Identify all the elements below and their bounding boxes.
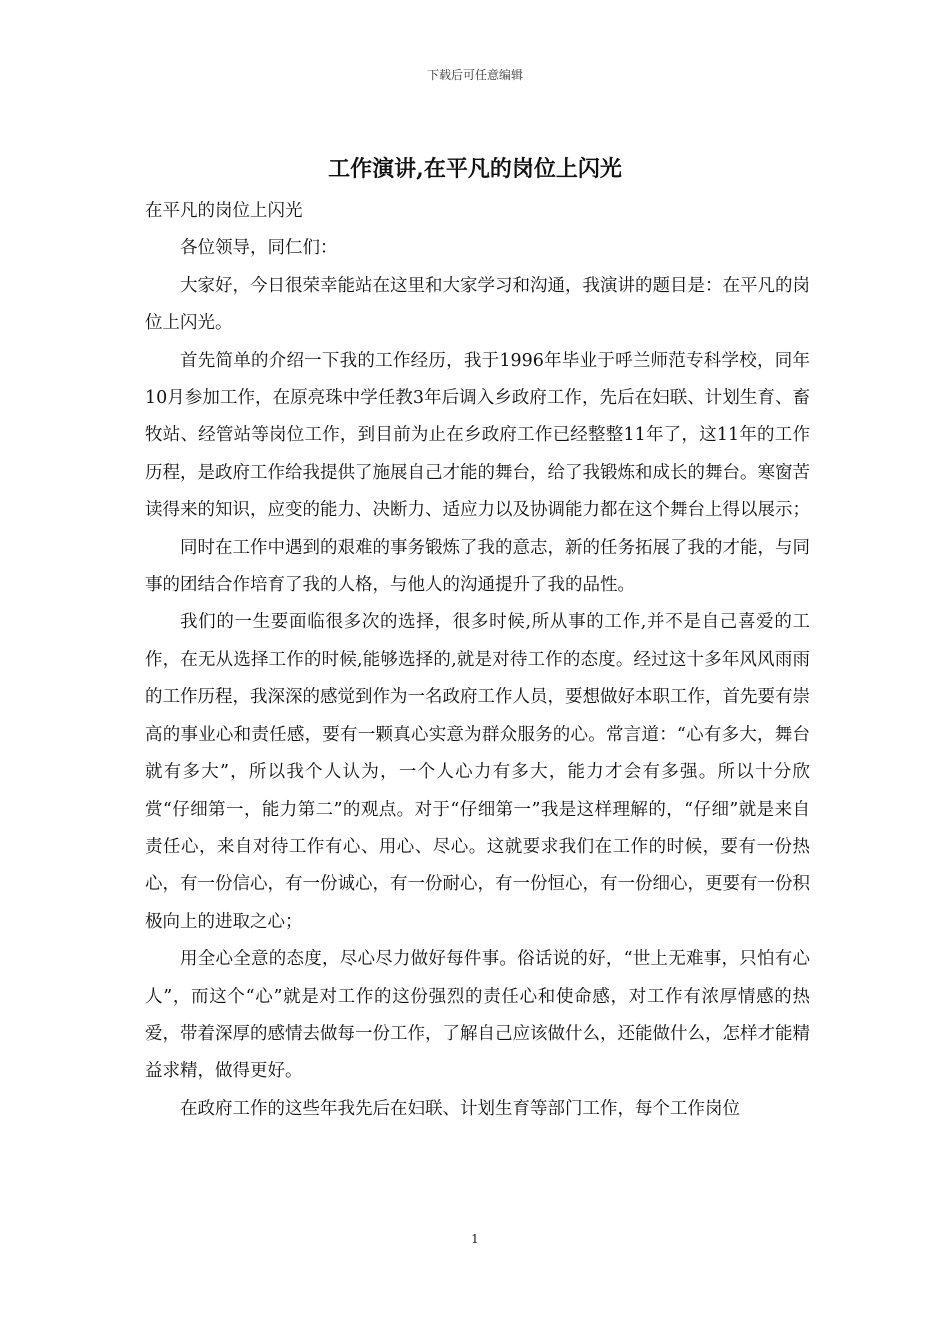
paragraph-departments: 在政府工作的这些年我先后在妇联、计划生育等部门工作，每个工作岗位 [180,1098,740,1119]
paragraph-intro: 大家好，今日很荣幸能站在这里和大家学习和沟通，我演讲的题目是：在平凡的岗位上闪光。 [145,275,810,334]
paragraph-attitude: 我们的一生要面临很多次的选择，很多时候,所从事的工作,并不是自己喜爱的工作，在无从选择工作的时候,能够选择的,就是对待工作的态度。经过这十多年风风雨雨的工作历程，我深深的感觉到作为一名政府工作人员，要想做好本职工作，首先要有崇高的事业心和责任感，要有一颗真心实意为群众服务的心。常言道：“心有多大，舞台就有多大”，所以我个人认为，一个人心力有多大，能力才会有多强。所以十分欣赏“仔细第一，能力第二”的观点。对于“仔细第一”我是这样理解的，“仔细”就是来自责任心，来自对待工作有心、用心、尽心。这就要求我们在工作的时候，要有一份热心，有一份信心，有一份诚心，有一份耐心，有一份恒心，有一份细心，更要有一份积极向上的进取之心； [145,612,810,932]
document-subtitle: 在平凡的岗位上闪光 [145,201,303,221]
paragraph-experience: 首先简单的介绍一下我的工作经历，我于1996年毕业于呼兰师范专科学校，同年10月参加工作，在原亮珠中学任教3年后调入乡政府工作，先后在妇联、计划生育、畜牧站、经管站等岗位工作，到目前为止在乡政府工作已经整整11年了，这11年的工作历程，是政府工作给我提供了施展自己才能的舞台，给了我锻炼和成长的舞台。寒窗苦读得来的知识，应变的能力、决断力、适应力以及协调能力都在这个舞台上得以展示； [145,350,810,521]
paragraph-greeting: 各位领导，同仁们： [180,238,338,259]
document-body [145,193,810,1128]
paragraph-dedication: 用全心全意的态度，尽心尽力做好每件事。俗话说的好，“世上无难事，只怕有心人”，而这个“心”就是对工作的这份强烈的责任心和使命感，对工作有浓厚情感的热爱，带着深厚的感情去做每一份工作，了解自己应该做什么，还能做什么，怎样才能精益求精，做得更好。 [145,949,810,1082]
paragraph-growth: 同时在工作中遇到的艰难的事务锻炼了我的意志，新的任务拓展了我的才能，与同事的团结合作培育了我的人格，与他人的沟通提升了我的品性。 [145,537,810,596]
document-title: 工作演讲,在平凡的岗位上闪光 [328,156,622,182]
page-number: 1 [471,1232,479,1246]
page-header-note: 下载后可任意编辑 [426,68,523,82]
